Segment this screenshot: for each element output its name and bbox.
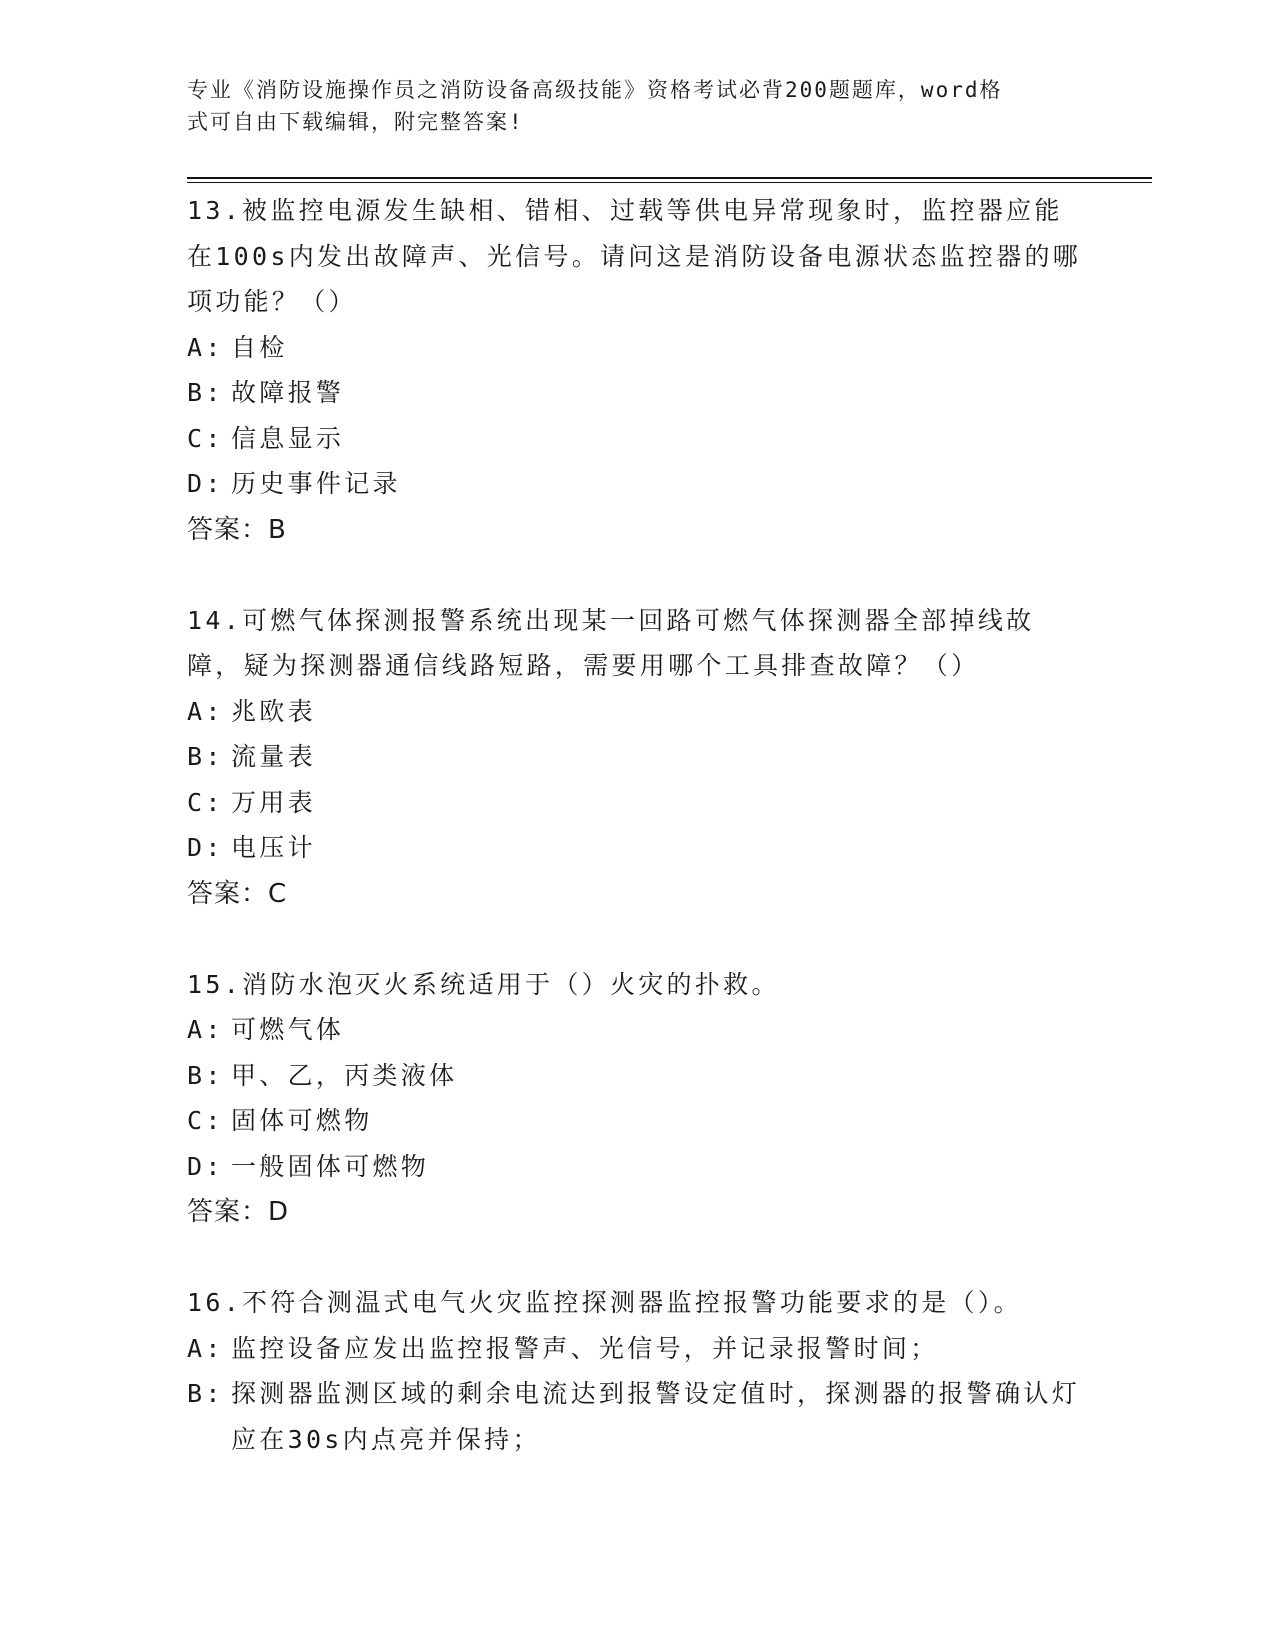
header-divider-thick — [187, 177, 1152, 179]
option-letter: C: — [187, 787, 224, 817]
option-text: 一般固体可燃物 — [231, 1151, 430, 1181]
question-15 — [187, 962, 1087, 1236]
option-text: 信息显示 — [231, 423, 345, 453]
header-line-1: 专业《消防设施操作员之消防设备高级技能》资格考试必背200题题库，word格 — [187, 78, 1003, 102]
option-a — [187, 325, 1087, 371]
option-text: 自检 — [231, 332, 288, 362]
option-letter: B: — [187, 1379, 224, 1408]
header-line-2: 式可自由下载编辑，附完整答案! — [187, 110, 524, 134]
option-letter: A: — [187, 1015, 224, 1044]
option-c — [187, 416, 1087, 462]
header-divider-thin — [187, 182, 1152, 183]
option-letter: A: — [187, 1333, 224, 1363]
option-letter: B: — [187, 378, 224, 407]
question-text: 14.可燃气体探测报警系统出现某一回路可燃气体探测器全部掉线故障，疑为探测器通信线路短路，需要用哪个工具排查故障？（） — [187, 605, 1035, 680]
option-letter: A: — [187, 332, 224, 362]
option-a — [187, 689, 1087, 735]
question-14 — [187, 598, 1087, 917]
option-letter: B: — [187, 742, 224, 771]
answer-line: 答案：D — [187, 1197, 290, 1227]
option-b — [187, 370, 1087, 416]
option-letter: D: — [187, 1151, 224, 1181]
question-text: 15.消防水泡灭火系统适用于（）火灾的扑救。 — [187, 969, 780, 999]
option-letter: D: — [187, 469, 224, 498]
option-letter: A: — [187, 696, 224, 726]
option-b — [187, 1053, 1087, 1099]
option-c — [187, 780, 1087, 826]
option-text: 甲、乙，丙类液体 — [231, 1060, 458, 1090]
answer-line: 答案：B — [187, 514, 287, 545]
option-d — [187, 461, 1087, 507]
option-c — [187, 1098, 1087, 1144]
question-16 — [187, 1280, 1087, 1462]
option-letter: C: — [187, 1106, 224, 1135]
option-text: 万用表 — [231, 787, 316, 817]
option-letter: C: — [187, 423, 224, 453]
option-a — [187, 1007, 1087, 1053]
option-d — [187, 1144, 1087, 1190]
option-text: 可燃气体 — [231, 1015, 345, 1044]
option-a — [187, 1326, 1087, 1372]
option-text: 故障报警 — [231, 378, 345, 407]
option-text: 探测器监测区域的剩余电流达到报警设定值时，探测器的报警确认灯应在30s内点亮并保持； — [231, 1379, 1081, 1454]
option-letter: D: — [187, 833, 224, 862]
option-letter: B: — [187, 1060, 224, 1090]
option-text: 历史事件记录 — [231, 469, 401, 498]
question-list — [187, 188, 1087, 1462]
option-text: 兆欧表 — [231, 696, 316, 726]
document-header — [187, 74, 1067, 138]
option-text: 监控设备应发出监控报警声、光信号，并记录报警时间； — [231, 1333, 939, 1363]
answer-line: 答案：C — [187, 878, 288, 909]
option-text: 固体可燃物 — [231, 1106, 373, 1135]
option-b — [187, 1371, 1087, 1462]
option-b — [187, 734, 1087, 780]
question-text: 16.不符合测温式电气火灾监控探测器监控报警功能要求的是（）。 — [187, 1288, 1022, 1317]
question-text: 13.被监控电源发生缺相、错相、过载等供电异常现象时，监控器应能在100s内发出故障声、光信号。请问这是消防设备电源状态监控器的哪项功能？（） — [187, 196, 1082, 316]
option-text: 流量表 — [231, 742, 316, 771]
option-text: 电压计 — [231, 833, 316, 862]
option-d — [187, 825, 1087, 871]
question-13 — [187, 188, 1087, 553]
